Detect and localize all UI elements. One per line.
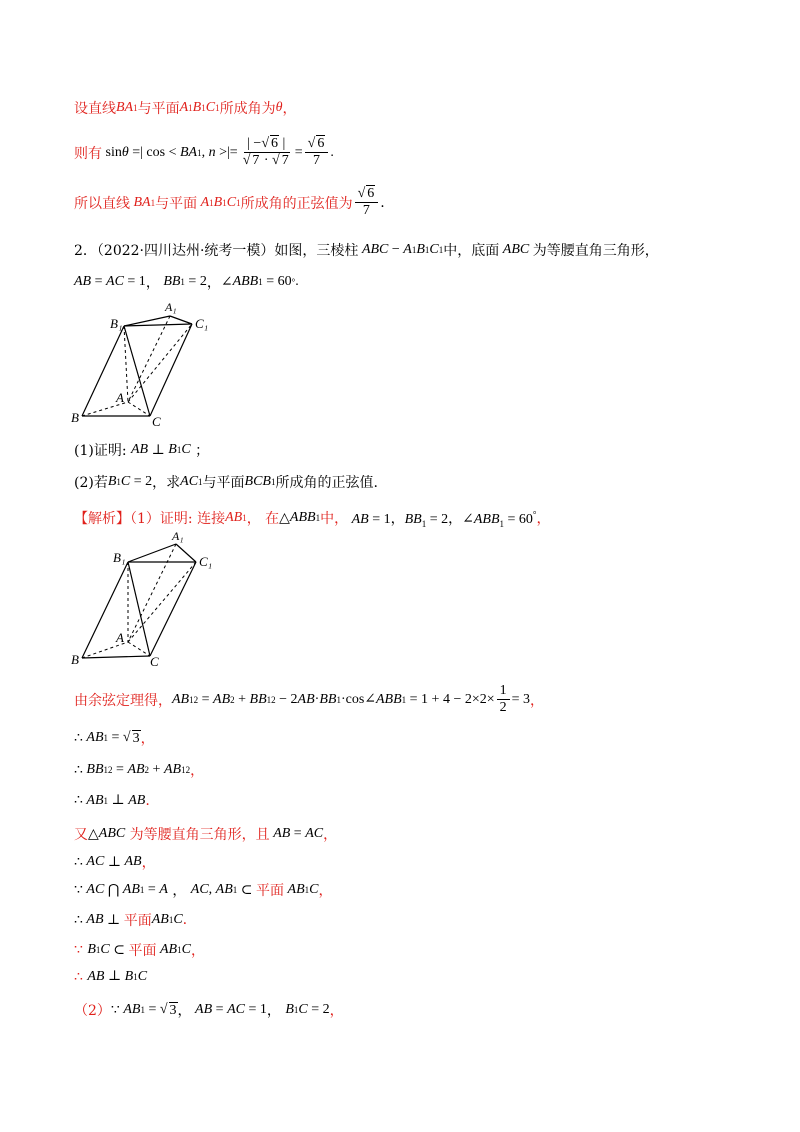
vertex-label-c: C <box>152 414 161 428</box>
vertex-label-c1: C₁ <box>199 554 213 569</box>
problem-2-statement: 2．（2022·四川达州·统考一模）如图，三棱柱 ABC − A 1 B 1 C 1 中，底面 ABC 为等腰直角三角形， <box>74 242 659 259</box>
solution-line-sine-computation: 则有 sin θ =| cos < BA 1 , n >|= $\frac{| -√ 6 |}{√ 7 \cdot √ 7}$ = $\frac{√ 6}{7}$ . <box>74 136 334 168</box>
vertex-label-b: B <box>71 652 79 667</box>
solution-step-ab-perp-plane: ∴ AB ⊥ 平面 AB 1 C . <box>74 912 188 929</box>
solution-step-intersection: ∵ AC ⋂ AB 1 = A ， AC , AB 1 ⊂ 平面 AB 1 C ， <box>74 882 333 899</box>
solution-step-ac-perp-ab: ∴ AC ⊥ AB ， <box>74 854 156 871</box>
prism-figure-1 <box>66 298 216 428</box>
solution-header: 【解析】（1）证明: 连接 AB 1 ， 在 △ ABB 1 中， AB = 1，$BB_1 = 2$，$\angle ABB_1 = 60^\circ$ ， <box>74 509 551 529</box>
vertex-label-b1: B₁ <box>113 550 126 565</box>
vertex-label-c1: C₁ <box>195 316 209 331</box>
solution-part-2-start: （2） ∵ AB 1 = √ 3 ， AB = AC = 1 ， B 1 C = 2 ， <box>74 1002 344 1019</box>
problem-2-conditions: AB = AC = 1 ， BB 1 = 2 ， ∠ ABB 1 = 60 ° . <box>74 274 299 291</box>
vertex-label-a1: A₁ <box>165 300 177 314</box>
solution-step-perpendicular-1: ∴ AB 1 ⊥ AB . <box>74 792 150 809</box>
vertex-label-b: B <box>71 410 79 425</box>
solution-step-pythagoras: ∴ BB 1 2 = AB 2 + AB 1 2 ， <box>74 762 205 779</box>
solution-step-b1c-in-plane: ∵ B 1 C ⊂ 平面 AB 1 C ， <box>74 942 205 959</box>
solution-step-law-of-cosines: 由余弦定理得， AB 1 2 = AB 2 + BB 1 2 − 2 AB · BB 1 ·cos∠ ABB 1 = 1 + 4 − 2×2× $\frac{1}{2}$ = 3 ， <box>74 683 545 715</box>
question-2: (2)若 B 1 C = 2 ，求 AC 1 与平面 BCB 1 所成角的正弦值. <box>74 474 378 491</box>
solution-step-isosceles: 又 △ ABC 为等腰直角三角形，且 AB = AC ， <box>74 826 338 843</box>
question-1: (1)证明: AB ⊥ B 1 C ； <box>74 442 210 459</box>
vertex-label-a1: A₁ <box>172 530 184 543</box>
vertex-label-a: A <box>116 390 124 405</box>
solution-step-conclusion-1: ∴ AB ⊥ B 1 C <box>74 968 148 985</box>
solution-step-ab1-value: ∴ AB 1 = √ 3 ， <box>74 730 155 747</box>
vertex-label-b1: B₁ <box>110 316 123 331</box>
vertex-label-a: A <box>116 630 124 645</box>
prism-figure-2 <box>66 530 226 670</box>
solution-line-conclusion: 所以直线 BA 1 与平面 A 1 B 1 C 1 所成角的正弦值为 $\frac{√ 6}{7}$ . <box>74 186 385 218</box>
solution-line-angle-definition: 设直线 BA 1 与平面 A 1 B 1 C 1 所成角为 θ ， <box>74 100 297 117</box>
vertex-label-c: C <box>150 654 159 669</box>
